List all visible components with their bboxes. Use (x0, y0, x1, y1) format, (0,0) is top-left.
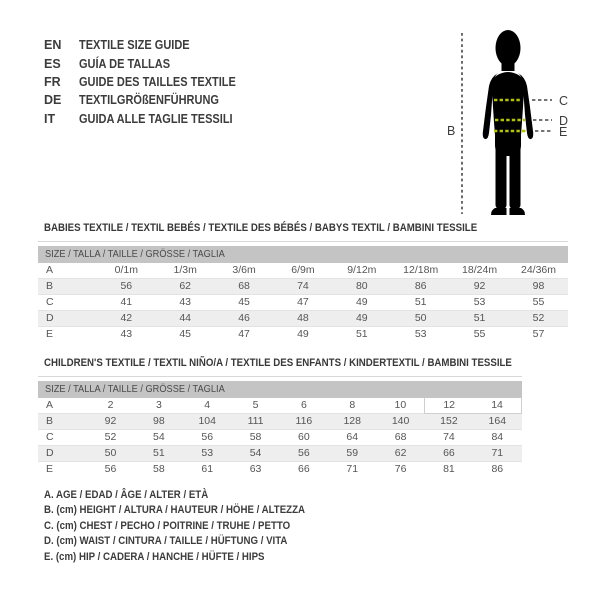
language-label (79, 93, 238, 107)
size-cell: 64 (328, 430, 376, 446)
size-cell: 14 (473, 398, 521, 414)
legend-item (44, 551, 341, 566)
table-row (38, 327, 568, 343)
size-cell: 43 (97, 327, 156, 343)
size-cell: 68 (376, 430, 424, 446)
size-cell: 43 (156, 295, 215, 311)
size-cell: 61 (183, 462, 231, 478)
size-cell: 80 (332, 279, 391, 295)
size-cell: 54 (135, 430, 183, 446)
size-cell: 62 (156, 279, 215, 295)
size-cell: 56 (183, 430, 231, 446)
table-row (38, 311, 568, 327)
table-row (38, 279, 568, 295)
size-cell: 140 (376, 414, 424, 430)
language-row (44, 36, 257, 54)
babies-size-table (38, 246, 568, 342)
legend-item-text: A. AGE / EDAD / ÂGE / ALTER / ETÀ (44, 489, 209, 501)
language-row (44, 73, 257, 91)
row-label: E (38, 462, 86, 478)
language-label (79, 57, 182, 71)
language-code: IT (44, 111, 56, 126)
language-label-text: GUÍA DE TALLAS (79, 56, 171, 71)
size-cell: 76 (376, 462, 424, 478)
babies-table-section (38, 241, 568, 342)
children-size-table (38, 381, 522, 477)
size-cell: 51 (391, 295, 450, 311)
babies-table-title-text: BABIES TEXTILE / TEXTIL BEBÉS / TEXTILE DES BÉBÉS / BABYS TEXTIL / BAMBINI TESSILE (44, 222, 478, 234)
size-cell: 86 (391, 279, 450, 295)
size-header (38, 246, 568, 263)
size-cell: 128 (328, 414, 376, 430)
size-header-text: SIZE / TALLA / TAILLE / GRÖSSE / TAGLIA (45, 383, 225, 396)
table-header-row (38, 246, 568, 263)
size-cell: 52 (86, 430, 134, 446)
size-cell: 24/36m (520, 264, 557, 277)
babies-table-title (44, 222, 536, 234)
size-cell: 92 (450, 279, 509, 295)
size-cell: 4 (204, 399, 211, 412)
size-cell: 44 (156, 311, 215, 327)
row-label: D (38, 311, 97, 327)
child-silhouette (483, 30, 534, 215)
size-cell: 49 (332, 311, 391, 327)
legend-item (44, 504, 341, 519)
row-label: E (38, 327, 97, 343)
size-cell: 6/9m (291, 264, 315, 277)
size-cell: 47 (215, 327, 274, 343)
language-label (79, 112, 254, 126)
size-header-text: SIZE / TALLA / TAILLE / GRÖSSE / TAGLIA (45, 248, 225, 261)
language-list (44, 36, 257, 128)
size-cell: 10 (394, 399, 407, 412)
size-cell: 48 (274, 311, 333, 327)
language-row (44, 110, 257, 128)
table-row (38, 295, 568, 311)
size-cell: 46 (215, 311, 274, 327)
size-cell: 3/6m (232, 264, 256, 277)
size-cell: 66 (280, 462, 328, 478)
size-cell: 56 (280, 446, 328, 462)
size-cell: 68 (215, 279, 274, 295)
size-cell: 42 (97, 311, 156, 327)
language-label-text: GUIDA ALLE TAGLIE TESSILI (79, 111, 233, 126)
size-header (38, 381, 522, 398)
size-cell: 57 (509, 327, 568, 343)
language-row (44, 91, 257, 109)
legend-list (44, 489, 341, 566)
size-cell: 71 (473, 446, 521, 462)
size-cell: 47 (274, 295, 333, 311)
size-cell: 45 (215, 295, 274, 311)
row-label: B (38, 414, 86, 430)
size-cell: 54 (231, 446, 279, 462)
legend-item-text: C. (cm) CHEST / PECHO / POITRINE / TRUHE / PETTO (44, 519, 291, 532)
language-label-text: TEXTILE SIZE GUIDE (79, 38, 190, 53)
table-top-rule (38, 241, 568, 242)
legend-item-text: B. (cm) HEIGHT / ALTURA / HAUTEUR / HÖHE / ALTEZZA (44, 504, 306, 517)
language-code: FR (44, 74, 61, 89)
table-row (38, 263, 568, 279)
language-code: ES (44, 56, 61, 71)
language-label (79, 75, 257, 89)
size-cell: 58 (231, 430, 279, 446)
language-code: EN (44, 38, 62, 53)
size-cell: 71 (328, 462, 376, 478)
table-row (38, 398, 522, 414)
table-header-row (38, 381, 522, 398)
waist-label: D (559, 114, 569, 128)
size-cell: 63 (231, 462, 279, 478)
size-cell: 86 (473, 462, 521, 478)
row-label: C (38, 430, 86, 446)
language-code: DE (44, 93, 62, 108)
size-cell: 8 (349, 399, 356, 412)
size-cell: 84 (473, 430, 521, 446)
size-cell: 6 (300, 399, 307, 412)
size-cell: 55 (509, 295, 568, 311)
size-cell: 53 (450, 295, 509, 311)
table-row (38, 414, 522, 430)
size-cell: 53 (183, 446, 231, 462)
size-cell: 56 (97, 279, 156, 295)
size-cell: 98 (135, 414, 183, 430)
language-label (79, 38, 205, 52)
size-cell: 81 (425, 462, 473, 478)
row-label: D (38, 446, 86, 462)
size-cell: 0/1m (114, 264, 138, 277)
row-label: B (38, 279, 97, 295)
table-row (38, 430, 522, 446)
row-label: A (46, 399, 54, 412)
size-cell: 98 (509, 279, 568, 295)
size-cell: 51 (332, 327, 391, 343)
size-cell: 58 (135, 462, 183, 478)
size-cell: 51 (450, 311, 509, 327)
children-table-section (38, 376, 522, 477)
size-cell: 51 (135, 446, 183, 462)
size-cell: 45 (156, 327, 215, 343)
size-cell: 164 (473, 414, 521, 430)
size-cell: 66 (425, 446, 473, 462)
size-cell: 92 (86, 414, 134, 430)
size-cell: 12/18m (403, 264, 439, 277)
size-cell: 41 (97, 295, 156, 311)
size-cell: 49 (274, 327, 333, 343)
size-cell: 53 (391, 327, 450, 343)
size-cell: 152 (425, 414, 473, 430)
size-cell: 55 (450, 327, 509, 343)
row-label: C (38, 295, 97, 311)
legend-item (44, 489, 341, 504)
size-cell: 59 (328, 446, 376, 462)
row-label: A (46, 264, 54, 277)
chest-label: C (559, 94, 569, 108)
height-label: B (447, 124, 456, 138)
size-cell: 74 (274, 279, 333, 295)
size-cell: 1/3m (173, 264, 197, 277)
hip-label: E (559, 125, 568, 139)
size-cell: 60 (280, 430, 328, 446)
legend-item-text: E. (cm) HIP / CADERA / HANCHE / HÜFTE / HIPS (44, 550, 265, 563)
size-cell: 50 (391, 311, 450, 327)
size-cell: 2 (107, 399, 114, 412)
size-cell: 104 (183, 414, 231, 430)
size-cell: 50 (86, 446, 134, 462)
children-table-title (44, 357, 576, 369)
table-row (38, 462, 522, 478)
language-label-text: GUIDE DES TAILLES TEXTILE (79, 74, 236, 89)
legend-item-text: D. (cm) WAIST / CINTURA / TAILLE / HÜFTUNG / VITA (44, 535, 288, 548)
table-top-rule (38, 376, 522, 377)
legend-item (44, 535, 341, 550)
size-cell: 12 (425, 398, 473, 414)
legend-item (44, 520, 341, 535)
table-row (38, 446, 522, 462)
language-label-text: TEXTILGRÖßENFÜHRUNG (79, 93, 219, 108)
size-cell: 49 (332, 295, 391, 311)
size-cell: 9/12m (347, 264, 377, 277)
size-cell: 62 (376, 446, 424, 462)
size-cell: 3 (155, 399, 162, 412)
size-cell: 111 (231, 414, 279, 430)
size-cell: 116 (280, 414, 328, 430)
language-row (44, 54, 257, 72)
size-cell: 74 (425, 430, 473, 446)
size-cell: 56 (86, 462, 134, 478)
children-table-title-text: CHILDREN'S TEXTILE / TEXTIL NIÑO/A / TEXTILE DES ENFANTS / KINDERTEXTIL / BAMBINI TESSILE (44, 357, 512, 369)
size-cell: 52 (509, 311, 568, 327)
size-cell: 18/24m (462, 264, 498, 277)
size-cell: 5 (252, 399, 259, 412)
